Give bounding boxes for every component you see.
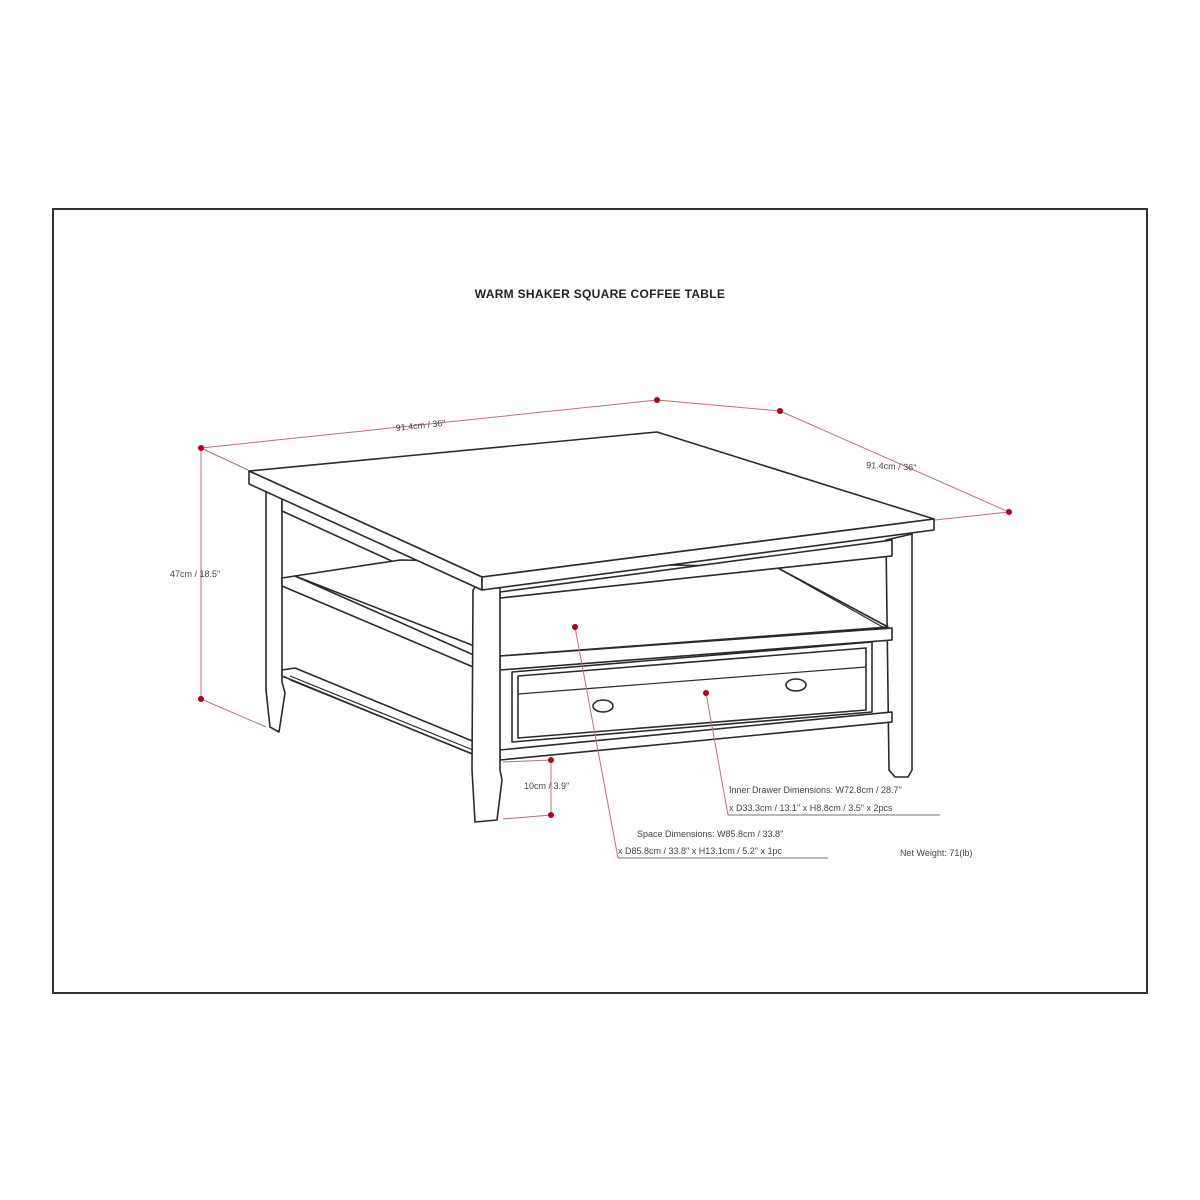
dim-point [198, 445, 204, 451]
dim-point [703, 690, 709, 696]
depth-label: 91.4cm / 36" [865, 460, 917, 473]
diagram-title: WARM SHAKER SQUARE COFFEE TABLE [474, 287, 726, 301]
coffee-table [249, 432, 934, 822]
space-line2: x D85.8cm / 33.8" x H13.1cm / 5.2" x 1pc [618, 846, 782, 856]
net-weight-label: Net Weight: 71(lb) [900, 848, 973, 858]
dim-point [548, 757, 554, 763]
width-label: 91.4cm / 36" [395, 417, 447, 433]
drawer-knob-left [593, 700, 613, 712]
inner-drawer-line1: Inner Drawer Dimensions: W72.8cm / 28.7" [729, 785, 902, 795]
front-left-leg [472, 578, 502, 822]
dim-point [1006, 509, 1012, 515]
clearance-label: 10cm / 3.9" [524, 781, 570, 791]
height-label: 47cm / 18.5" [170, 569, 221, 579]
dim-point [654, 397, 660, 403]
dim-point [572, 624, 578, 630]
space-line1: Space Dimensions: W85.8cm / 33.8" [637, 829, 784, 839]
dim-point [548, 812, 554, 818]
inner-drawer-line2: x D33.3cm / 13.1" x H8.8cm / 3.5" x 2pcs [729, 803, 893, 813]
back-right-leg [886, 534, 912, 777]
left-rear-leg [266, 488, 285, 732]
dim-point [198, 696, 204, 702]
dim-point [777, 408, 783, 414]
drawer-knob-right [786, 679, 806, 691]
